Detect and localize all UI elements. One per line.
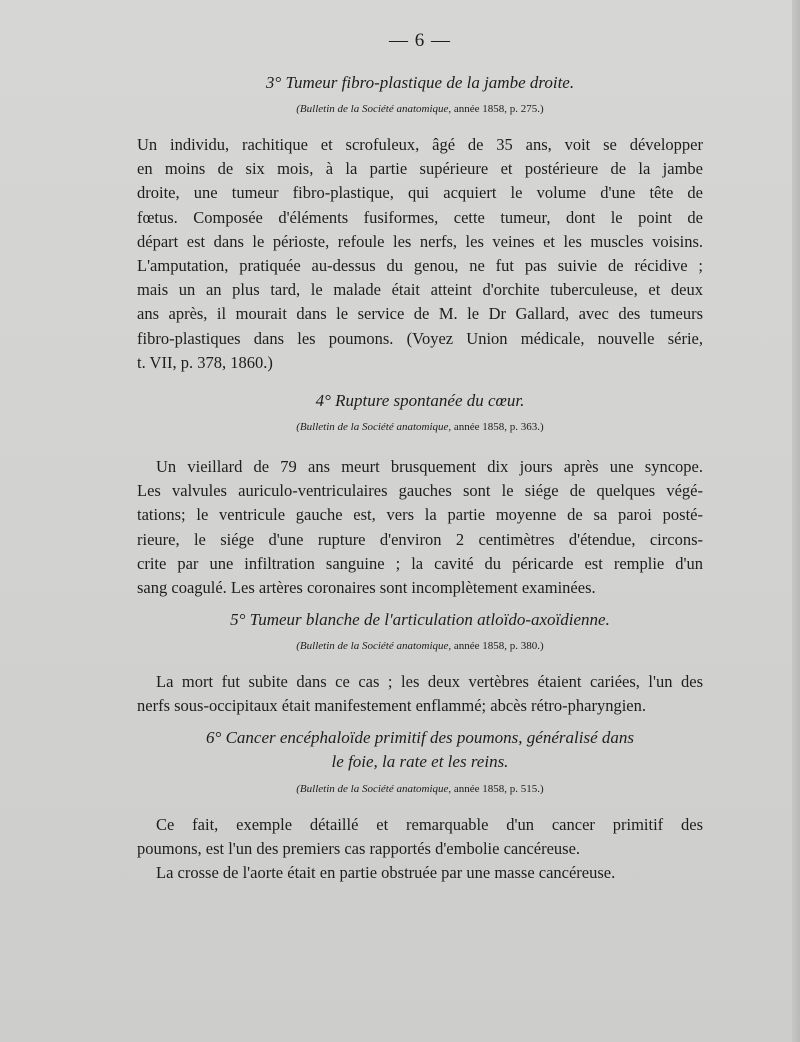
text-line: poumons, est l'un des premiers cas rapportés d'embolie cancéreuse. xyxy=(137,839,581,859)
text-line: en moins de six mois, à la partie supérieure et postérieure de la jambe xyxy=(137,159,703,179)
text-line: fœtus. Composée d'éléments fusiformes, cette tumeur, dont le point de xyxy=(137,207,703,227)
reference-year: année 1858, p. 515.) xyxy=(453,783,544,795)
text-line: La mort fut subite dans ce cas ; les deux vertèbres étaient cariées, l'un des xyxy=(156,672,703,691)
section-paragraph xyxy=(137,670,703,718)
text-line: droite, une tumeur fibro-plastique, qui acquiert le volume d'une tête de xyxy=(137,183,703,203)
section-heading: 4° Rupture spontanée du cœur. xyxy=(315,391,525,410)
text-line: Les valvules auriculo-ventriculaires gauches sont le siége de quelques végé- xyxy=(137,481,703,501)
text-line: L'amputation, pratiquée au-dessus du genou, ne fut pas suivie de récidive ; xyxy=(137,256,703,276)
text-line: t. VII, p. 378, 1860.) xyxy=(137,352,273,372)
section-reference xyxy=(137,639,703,653)
reference-year: année 1858, p. 380.) xyxy=(453,640,544,652)
reference-year: année 1858, p. 275.) xyxy=(453,103,544,115)
text-line: tations; le ventricule gauche est, vers la partie moyenne de sa paroi posté- xyxy=(137,505,703,525)
text-line: nerfs sous-occipitaux était manifestement enflammé; abcès rétro-pharyngien. xyxy=(137,696,647,716)
reference-journal: (Bulletin de la Société anatomique, xyxy=(296,783,452,795)
text-line: Un vieillard de 79 ans meurt brusquement dix jours après une syncope. xyxy=(156,457,703,476)
text-line: Ce fait, exemple détaillé et remarquable d'un cancer primitif des xyxy=(156,815,703,834)
section-paragraph xyxy=(137,455,703,600)
section-reference xyxy=(137,420,703,434)
text-line: crite par une infiltration sanguine ; la cavité du péricarde est remplie d'un xyxy=(137,553,703,573)
page-edge xyxy=(792,0,800,1042)
text-line: fibro-plastiques dans les poumons. (Voyez Union médicale, nouvelle série, xyxy=(137,328,703,348)
section-heading: 6° Cancer encéphaloïde primitif des poumons, généralisé dans xyxy=(206,728,634,747)
reference-journal: (Bulletin de la Société anatomique, xyxy=(296,421,452,433)
section-paragraph xyxy=(137,813,703,886)
section-heading: 5° Tumeur blanche de l'articulation atloïdo-axoïdienne. xyxy=(230,610,610,629)
section-reference xyxy=(137,782,703,796)
section-reference xyxy=(137,102,703,116)
page-number: — 6 — xyxy=(389,30,451,51)
text-line: départ est dans le périoste, refoule les nerfs, les veines et les muscles voisins. xyxy=(137,231,703,251)
section-paragraph xyxy=(137,133,703,375)
section-heading-continued: le foie, la rate et les reins. xyxy=(331,752,509,771)
reference-journal: (Bulletin de la Société anatomique, xyxy=(296,640,452,652)
text-line: sang coagulé. Les artères coronaires sont incomplètement examinées. xyxy=(137,578,596,598)
section-heading: 3° Tumeur fibro-plastique de la jambe droite. xyxy=(265,73,575,92)
reference-journal: (Bulletin de la Société anatomique, xyxy=(296,103,452,115)
text-line: rieure, le siége d'une rupture d'environ 2 centimètres d'étendue, circons- xyxy=(137,529,703,549)
text-line: mais un an plus tard, le malade était atteint d'orchite tuberculeuse, et deux xyxy=(137,280,703,300)
text-line: La crosse de l'aorte était en partie obstruée par une masse cancéreuse. xyxy=(156,863,616,883)
text-line: Un individu, rachitique et scrofuleux, âgé de 35 ans, voit se développer xyxy=(137,135,703,154)
text-line: ans après, il mourait dans le service de M. le Dr Gallard, avec des tumeurs xyxy=(137,304,703,324)
reference-year: année 1858, p. 363.) xyxy=(453,421,544,433)
